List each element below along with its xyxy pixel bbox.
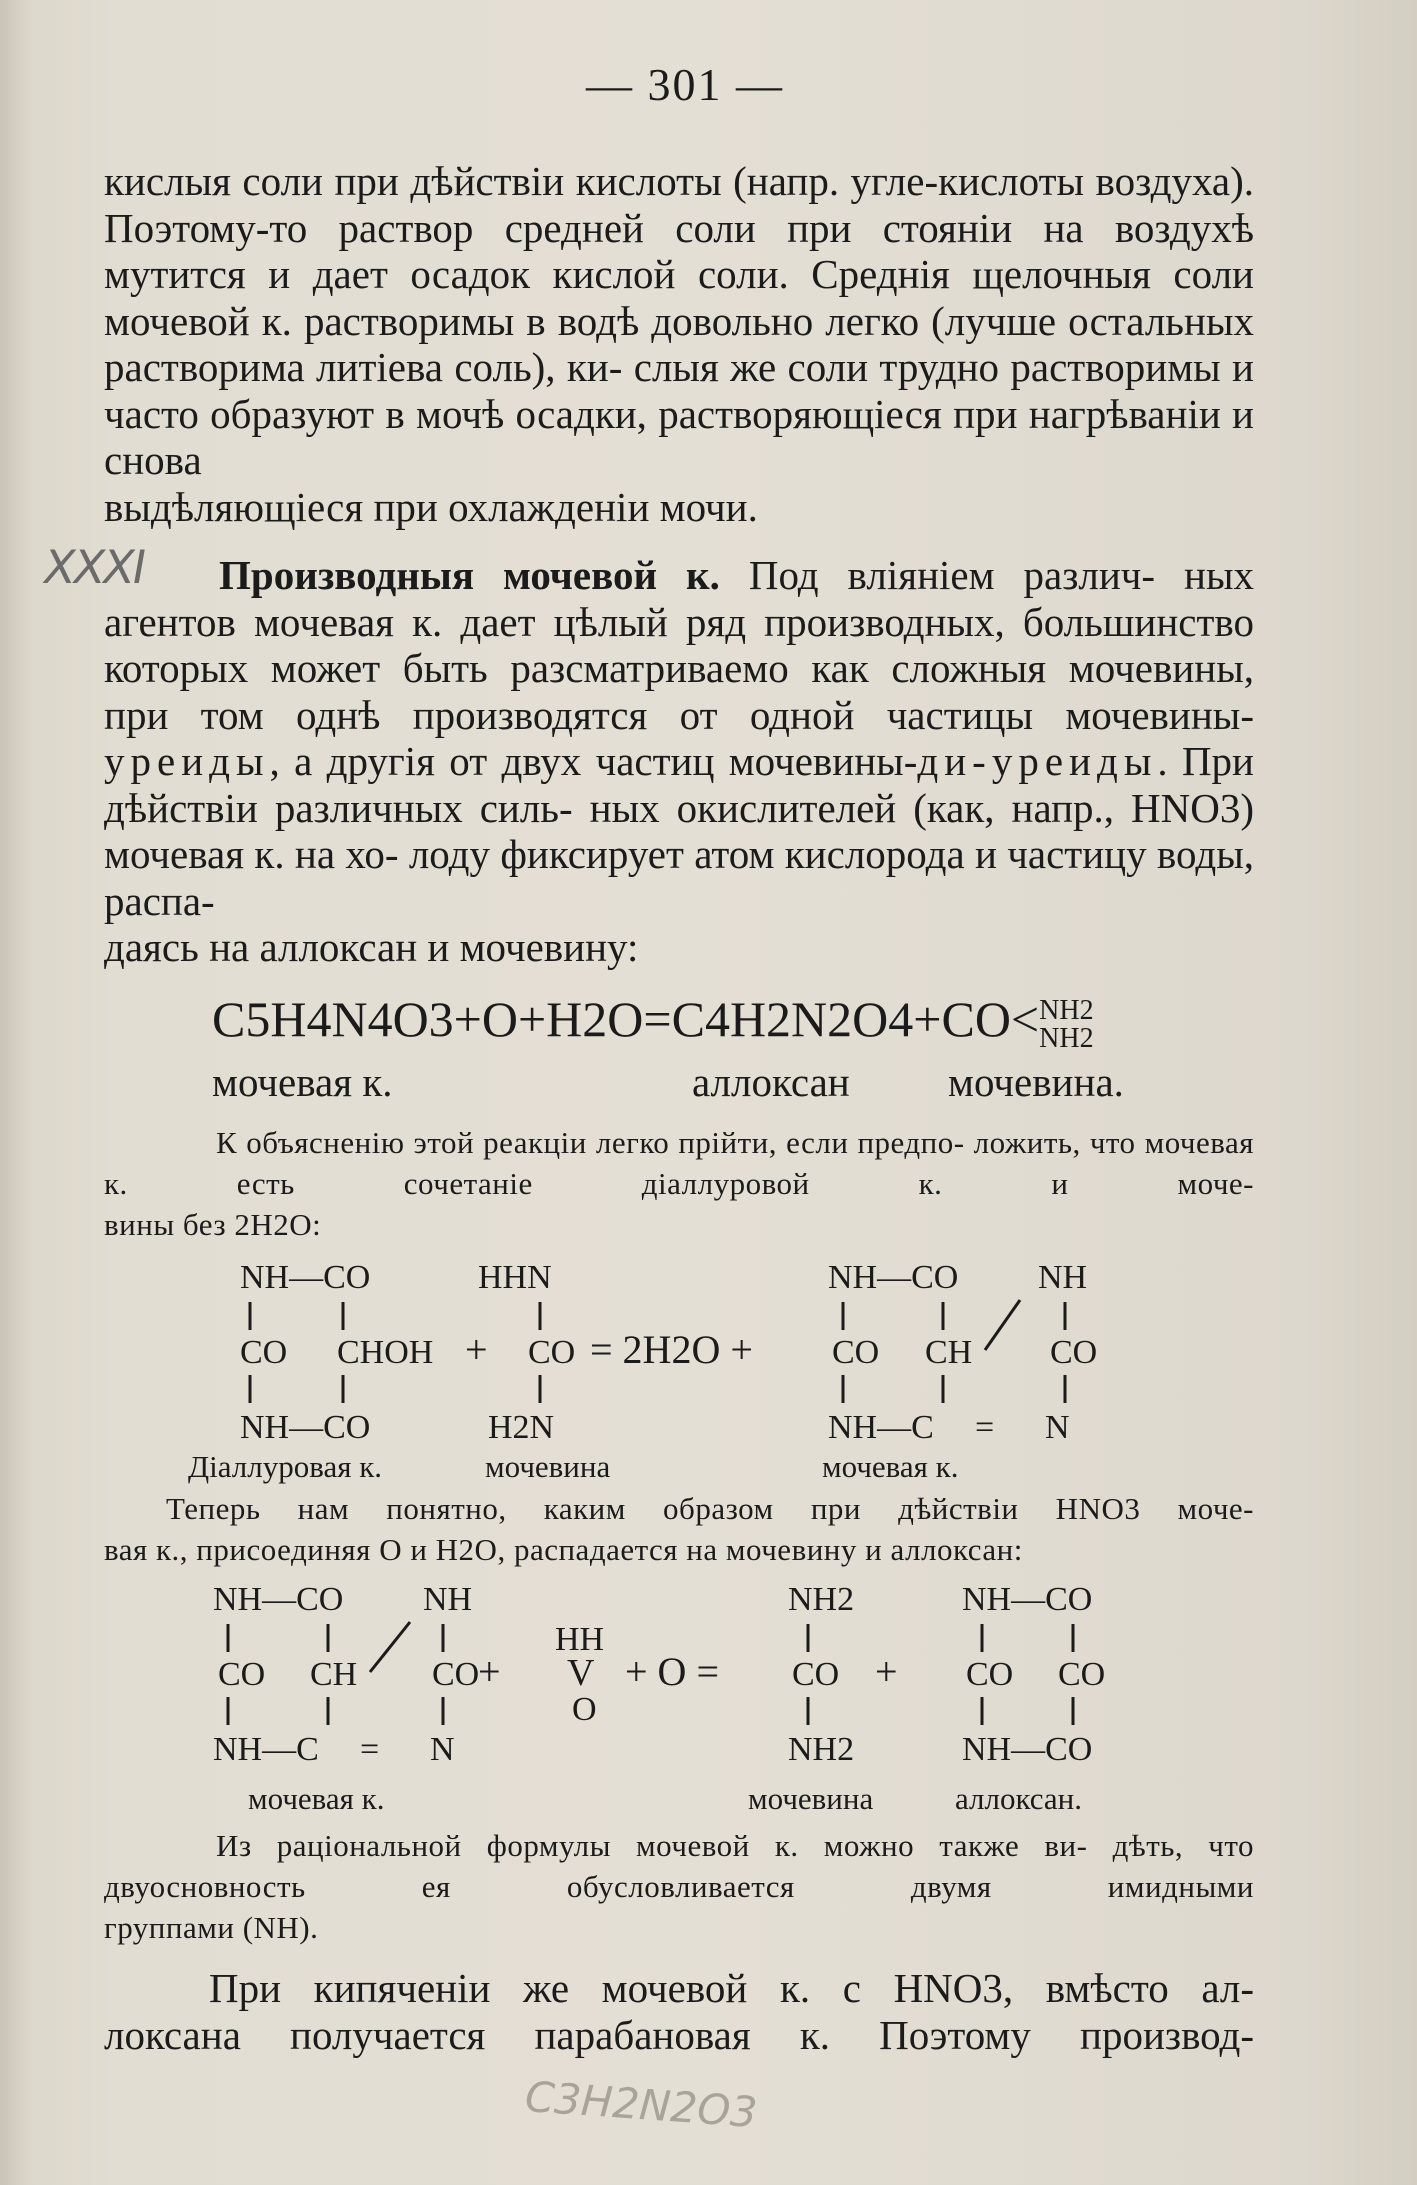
urea-mid: CO (792, 1656, 840, 1693)
dialuric-top: NH—CO (240, 1259, 371, 1296)
text-line: щелочныя соли мочевой к. растворимы в водѣ довольно (104, 251, 1254, 344)
dialuric-bottom: NH—CO (240, 1409, 371, 1446)
paragraph-derivatives (104, 552, 1254, 971)
plus-sign-2: + (875, 1649, 898, 1694)
plus-sign: + (478, 1649, 501, 1694)
text-line-last: локсана получается парабановая к. Поэтому производ- (104, 2011, 1254, 2058)
uric-bottom-eq: = (360, 1731, 380, 1768)
water-bottom: O (572, 1691, 597, 1728)
text-fragment: . При дѣйствіи различных силь- (104, 738, 1254, 831)
text-line-last: вая к., присоединяя O и H2O, распадается на мочевину и аллоксан: (104, 1532, 1023, 1567)
text-line: слыя же соли трудно растворимы и часто образуют в (104, 344, 1254, 437)
paragraph-salts (104, 158, 1254, 530)
structural-scheme-1 (0, 1250, 1417, 1485)
structural-scheme-2 (0, 1572, 1417, 1817)
text-line-last: даясь на аллоксан и мочевину: (104, 924, 639, 970)
uric-mid-right: CO (432, 1656, 480, 1693)
uric-top-left: NH—CO (828, 1259, 959, 1296)
text-fragment: частицы мочевины- (886, 691, 1254, 738)
text-line: К объясненію этой реакціи легко прійти, если предпо- (216, 1125, 965, 1160)
dialuric-mid-right: CHOH (337, 1334, 434, 1371)
urea-bottom: NH2 (788, 1731, 855, 1768)
label-urea: мочевина. (948, 1059, 1124, 1105)
equation-formula: C5H4N4O3+O+H2O=C4H2N2O4+CO< (212, 991, 1040, 1047)
text-line: мочѣ осадки, растворяющіеся при нагрѣваніи и снова (104, 390, 1254, 483)
label-alloxan: аллоксан (692, 1059, 850, 1105)
text-line-last: выдѣляющіеся при охлажденіи мочи. (104, 483, 758, 530)
urea-mid: CO (528, 1334, 576, 1371)
handwritten-formula-note: C3H2N2O3 (523, 2071, 759, 2138)
dialuric-mid-left: CO (240, 1334, 288, 1371)
plus-oxygen-equals: + O = (625, 1649, 720, 1694)
text-fragment: , а другія от двух частиц (269, 738, 715, 784)
text-line: Теперь нам понятно, каким образом при дѣйствіи HNO3 моче- (166, 1491, 1254, 1526)
term-diureidy: ди-уреиды (917, 738, 1158, 784)
text-line: Под вліяніем различ- (748, 552, 1156, 598)
alloxan-top: NH—CO (962, 1581, 1093, 1618)
term-ureidy: уреиды (104, 738, 270, 784)
text-line: Из раціональной формулы мочевой к. можно также ви- (216, 1828, 1088, 1863)
uric-top-left: NH—CO (213, 1581, 344, 1618)
section-heading: Производныя мочевой к. (219, 552, 720, 598)
text-line: ных агентов мочевая к. дает цѣлый ряд производных, (104, 552, 1255, 645)
nh2-top: NH2 (1039, 994, 1094, 1026)
uric-mid-right: CO (1050, 1334, 1098, 1371)
label-uric: мочевая к. (248, 1781, 385, 1816)
label-alloxan: аллоксан. (955, 1781, 1082, 1816)
paragraph-parabanic (104, 1965, 1254, 2058)
text-line-last: группами (NH). (104, 1910, 319, 1945)
text-line-last: вины без 2H2O: (104, 1207, 322, 1242)
water-mid: V (567, 1652, 595, 1694)
uric-bottom-eq: = (975, 1409, 995, 1446)
uric-top-right: NH (1038, 1259, 1088, 1296)
label-urea: мочевина (748, 1781, 874, 1816)
uric-bottom: NH—C (828, 1409, 934, 1446)
label-urea: мочевина (485, 1449, 611, 1484)
uric-bottom-right: N (430, 1731, 455, 1768)
text-line: легко (лучше остальных растворима литіева соль), ки- (104, 297, 1254, 390)
text-fragment: мочевины- (728, 738, 918, 784)
urea-top: HHN (478, 1259, 552, 1296)
alloxan-bottom: NH—CO (962, 1731, 1093, 1768)
urea-bottom: H2N (488, 1409, 555, 1446)
text-line: ложить, что мочевая к. есть сочетаніе діаллуровой к. и моче- (104, 1125, 1255, 1201)
small-paragraph-decomposition (104, 1488, 1254, 1570)
text-line: кислыя соли при дѣйствіи кислоты (напр. угле-кислоты (104, 158, 1085, 204)
water-top: HH (555, 1621, 605, 1658)
margin-note-handwritten: XXXI (39, 540, 149, 594)
text-line: большинство которых может быть разсматриваемо как (104, 598, 1254, 691)
equals-water: = 2H2O + (590, 1327, 753, 1372)
uric-mid-center: CH (310, 1656, 358, 1693)
small-paragraph-rational-formula (104, 1825, 1254, 1948)
page-number: — 301 — (586, 59, 784, 110)
uric-bottom: NH—C (213, 1731, 319, 1768)
nh2-pair (1039, 994, 1094, 1054)
uric-bottom-right: N (1045, 1409, 1070, 1446)
text-line: лоду фиксирует атом кислорода и частицу воды, распа- (104, 831, 1254, 924)
plus-sign: + (465, 1327, 488, 1372)
text-line: воздуха). Поэтому-то раствор средней соли при стояніи (104, 158, 1255, 251)
uric-mid-left: CO (832, 1334, 880, 1371)
alloxan-mid-right: CO (1058, 1656, 1106, 1693)
text-line: сложныя мочевины, при том однѣ производятся от одной (104, 645, 1254, 738)
nh2-bottom: NH2 (1039, 1022, 1094, 1054)
small-paragraph-explanation (104, 1122, 1254, 1245)
uric-mid-left: CO (218, 1656, 266, 1693)
text-line: При кипяченіи же мочевой к. с HNO3, вмѣсто ал- (209, 1965, 1254, 2011)
uric-mid-center: CH (925, 1334, 973, 1371)
uric-top-right: NH (423, 1581, 473, 1618)
label-uric: мочевая к. (822, 1449, 959, 1484)
equation-uric-oxidation (212, 990, 1094, 1053)
urea-top: NH2 (788, 1581, 855, 1618)
label-uric-acid: мочевая к. (212, 1059, 393, 1105)
label-dialuric: Діаллуровая к. (188, 1449, 383, 1484)
text-line: ных окислителей (как, напр., HNO3) мочевая к. на хо- (104, 784, 1254, 877)
alloxan-mid-left: CO (966, 1656, 1014, 1693)
text-line: дѣть, что двуосновность ея обусловливается двумя имидными (104, 1828, 1254, 1904)
text-line: на воздухѣ мутится и дает осадок кислой соли. Среднія (104, 204, 1254, 297)
